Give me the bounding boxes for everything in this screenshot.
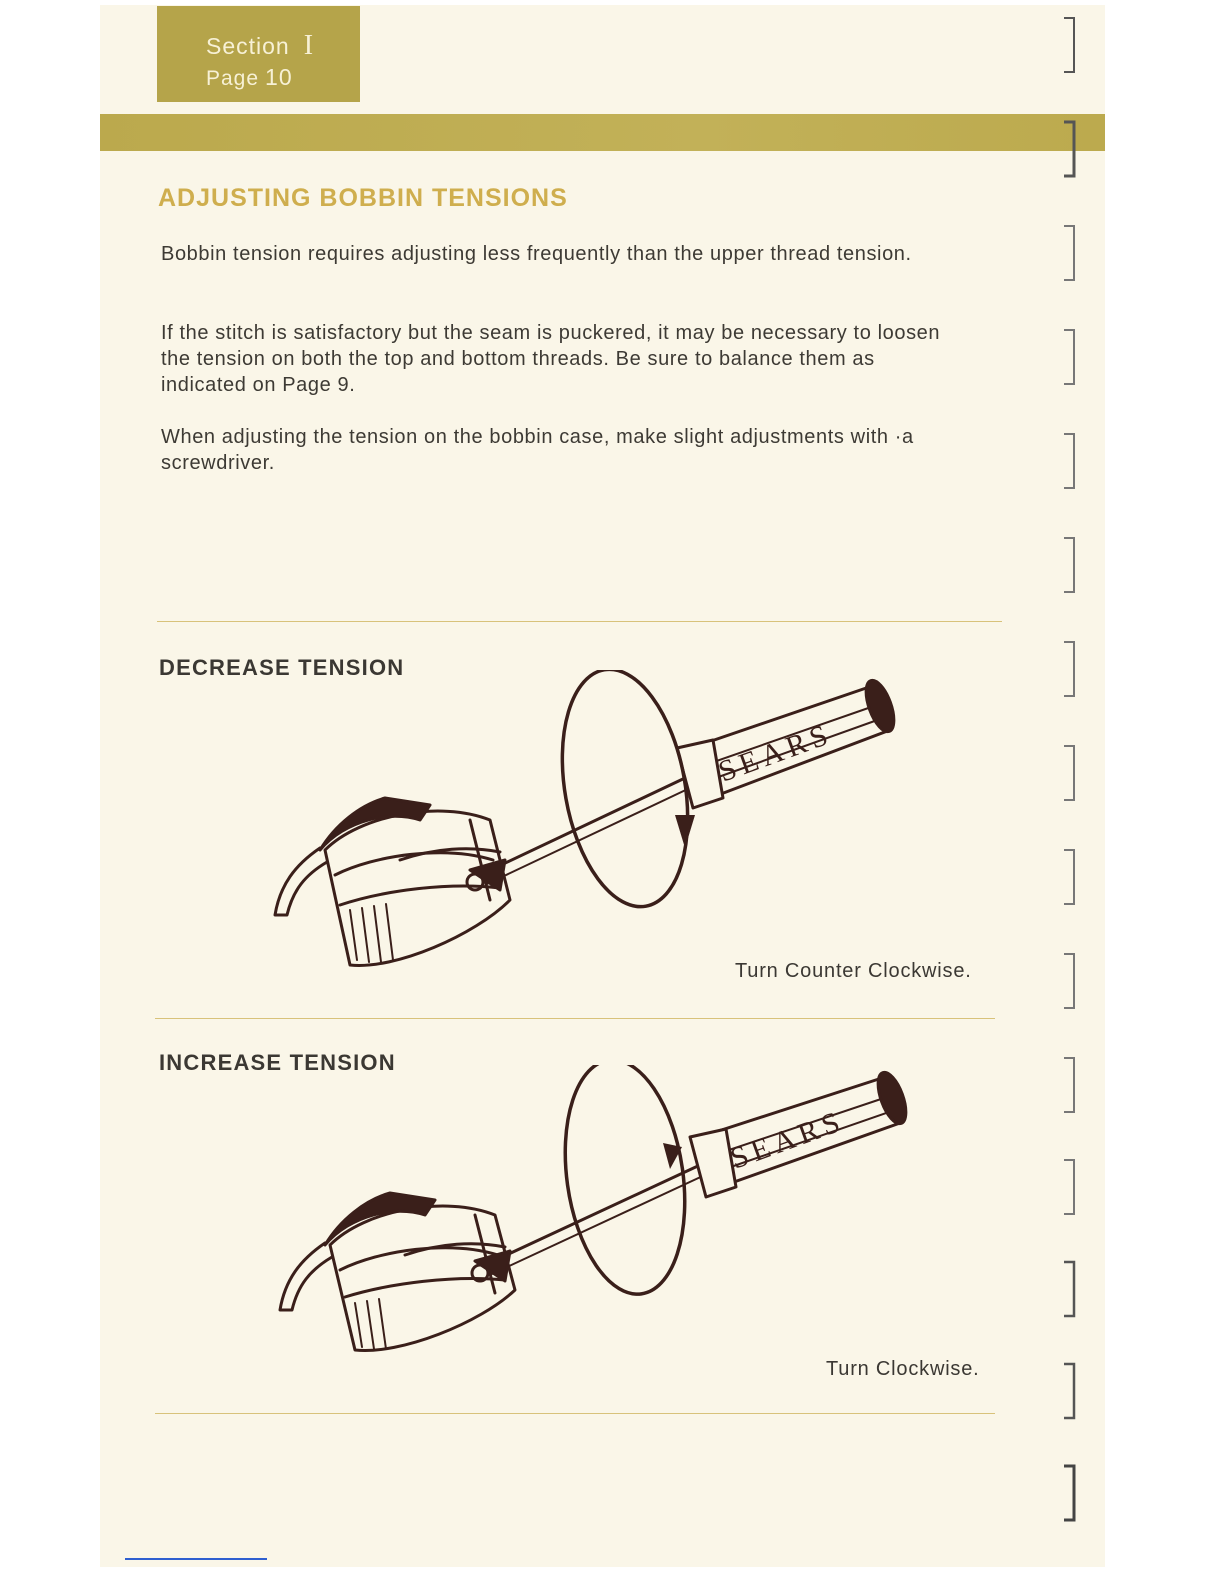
page-number: 10 (265, 64, 293, 90)
page-title: ADJUSTING BOBBIN TENSIONS (158, 184, 568, 212)
binder-ring-icon (1054, 118, 1084, 180)
divider-middle (155, 1018, 995, 1019)
binder-ring-icon (1054, 534, 1084, 596)
binder-ring-icon (1054, 846, 1084, 908)
rotation-arrow (675, 815, 695, 848)
binder-ring-icon (1054, 1054, 1084, 1116)
binder-ring-icon (1054, 742, 1084, 804)
binder-ring-icon (1054, 1360, 1084, 1422)
increase-caption: Turn Clockwise. (826, 1358, 980, 1380)
binder-ring-icon (1054, 222, 1084, 284)
binder-ring-icon (1054, 326, 1084, 388)
section-tab (157, 6, 360, 102)
binder-ring-icon (1054, 430, 1084, 492)
increase-illustration (270, 1065, 920, 1360)
header-band (100, 114, 1105, 151)
paragraph-2: If the stitch is satisfactory but the seam is puckered, it may be necessary to loosen the tension on both the top and bottom threads. Be sure to balance them as indicated on Page 9. (161, 322, 941, 396)
thread-tail (275, 848, 327, 915)
section-number: I (303, 30, 315, 61)
binder-ring-icon (1054, 950, 1084, 1012)
increase-heading: INCREASE TENSION (159, 1050, 396, 1075)
divider-top (157, 621, 1002, 622)
bottom-edge-line (125, 1558, 267, 1560)
rotation-ring (551, 1065, 699, 1302)
binder-ring-icon (1054, 1156, 1084, 1218)
decrease-illustration (265, 670, 915, 975)
thread-tail (280, 1243, 332, 1310)
binder-ring-icon (1054, 1258, 1084, 1320)
page-line (206, 64, 293, 91)
section-line (206, 30, 314, 62)
screwdriver-shaft (485, 1165, 700, 1265)
paragraph-3: When adjusting the tension on the bobbin case, make slight adjustments with ·a screwdriver. (161, 426, 914, 474)
screwdriver-shaft (480, 778, 685, 875)
decrease-caption: Turn Counter Clockwise. (735, 960, 972, 982)
decrease-brand: SEARS (714, 717, 837, 789)
section-label: Section (206, 33, 290, 59)
page-label: Page (206, 67, 260, 90)
paragraph-1: Bobbin tension requires adjusting less frequently than the upper thread tension. (161, 243, 912, 265)
binder-ring-icon (1054, 14, 1084, 76)
divider-bottom (155, 1413, 995, 1414)
binder-ring-icon (1054, 638, 1084, 700)
decrease-heading: DECREASE TENSION (159, 655, 405, 680)
binder-ring-icon (1054, 1462, 1084, 1524)
increase-brand: SEARS (726, 1104, 849, 1176)
